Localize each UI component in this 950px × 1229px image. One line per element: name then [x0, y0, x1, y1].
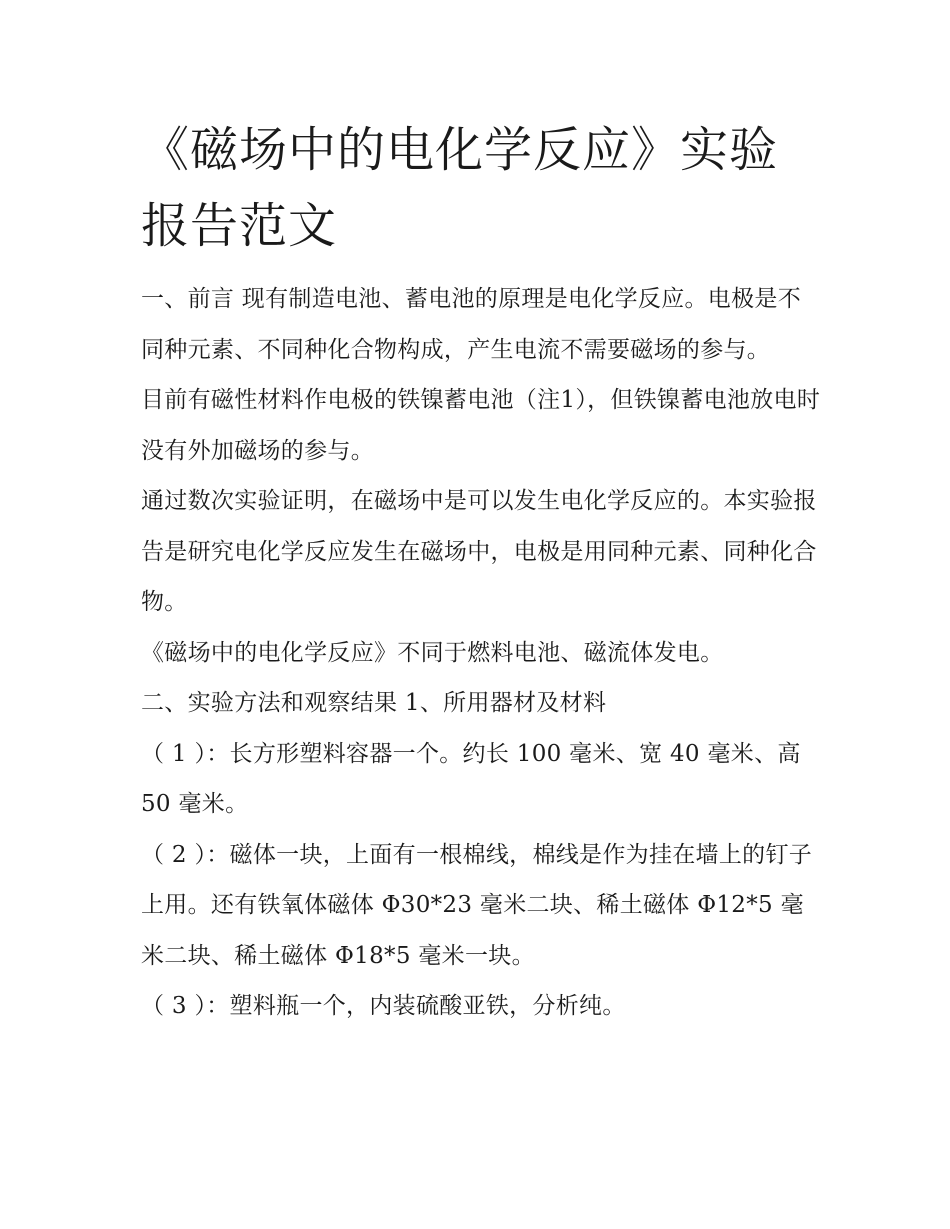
paragraph-material-1: （ 1 ）：长方形塑料容器一个。约长 100 毫米、宽 40 毫米、高 50 毫米。: [141, 740, 801, 817]
paragraph-experiment-proof: 通过数次实验证明，在磁场中是可以发生电化学反应的。本实验报告是研究电化学反应发生在磁场中，电极是用同种元素、同种化合物。: [141, 488, 817, 615]
paragraph-preface: 一、前言 现有制造电池、蓄电池的原理是电化学反应。电极是不同种元素、不同种化合物构成，产生电流不需要磁场的参与。: [141, 286, 802, 363]
paragraph-iron-nickel-battery: 目前有磁性材料作电极的铁镍蓄电池（注1），但铁镍蓄电池放电时没有外加磁场的参与。: [141, 387, 821, 464]
paragraph-section-two-heading: 二、实验方法和观察结果 1、所用器材及材料: [141, 690, 607, 716]
document-title: 《磁场中的电化学反应》实验报告范文: [141, 122, 779, 254]
document-page: [141, 112, 821, 1032]
paragraph-material-2: （ 2 ）：磁体一块，上面有一根棉线，棉线是作为挂在墙上的钉子上用。还有铁氧体磁体 Φ30*23 毫米二块、稀土磁体 Φ12*5 毫米二块、稀土磁体 Φ18*5 毫米一块。: [141, 841, 813, 969]
paragraph-distinction: 《磁场中的电化学反应》不同于燃料电池、磁流体发电。: [141, 639, 724, 666]
paragraph-material-3: （ 3 ）：塑料瓶一个，内装硫酸亚铁，分析纯。: [141, 993, 626, 1019]
